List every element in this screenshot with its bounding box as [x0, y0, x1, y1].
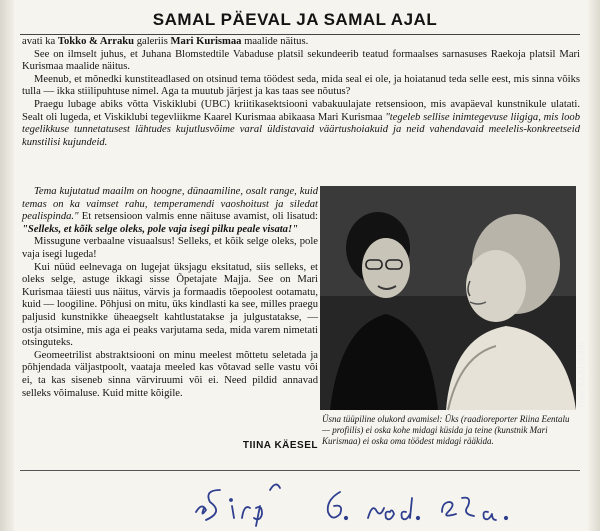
paper-edge-right [588, 0, 600, 531]
article-photo [320, 186, 587, 410]
paragraph-4-quote: Tema kujutatud maailm on hoogne, dünaamiline, osalt range, kuid temas on ka vaimset rahu, temperamendi vaoshoitust ja siledat pealispinda." [22, 186, 318, 223]
title-rule [20, 34, 580, 35]
paragraph-3-quote: "tegeleb sellise inimtegevuse liigiga, mis loob tegelikkuse tunnetatusest lähtudes kujutlusvõime varal üldistavaid väärtushoiakuid ja neid vahendavaid meelelis-konkreetseid kunstilisi kujundeid. [22, 111, 580, 148]
intro-paragraph [22, 36, 580, 49]
photo-credit: Foto: KAJU SUUR [577, 341, 587, 408]
photo-caption: Üsna tüüpiline olukord avamisel: Üks (raadioreporter Riina Eentalu — profiilis) ei oska kohe midagi küsida ja teine (kunstnik Mari Kurismaa) ei oska oma töödest midagi rääkida. [322, 414, 570, 446]
article-title: SAMAL PÄEVAL JA SAMAL AJAL [152, 10, 438, 29]
intro-mid: galeriis [134, 36, 171, 47]
paragraph-4-quote-2: "Selleks, et kõik selge oleks, pole vaja isegi pilku peale visata!" [22, 223, 298, 235]
bottom-rule [20, 470, 580, 471]
paragraph-4 [22, 186, 318, 236]
paragraph-3 [22, 99, 580, 149]
intro-suffix: maalide näitus. [241, 36, 309, 47]
gallery-name: Tokko & Arraku [57, 36, 135, 47]
author-byline: TIINA KÄESEL [242, 440, 318, 451]
paragraph-7: Geomeetrilist abstraktsiooni on minu meelest mõttetu seletada ja põhjendada väljastpoolt, vaataja meeled kas võtavad selle vastu või ei, ta kas siseneb sinna värviruumi või ei. Need pildid annavad selleks võimaluse. Kuid mitte kõigile. [22, 349, 318, 399]
paragraph-1: See on ilmselt juhus, et Juhana Blomstedtile Vabaduse platsil sekundeerib teatud formaalses sarnasuses Raekoja platsil Mari Kurismaa maalide näitus. [22, 48, 580, 73]
photo-illustration [320, 186, 576, 410]
paper-edge-left [0, 0, 14, 531]
artist-name: Mari Kurismaa [170, 36, 242, 47]
article-body-column [22, 186, 318, 400]
paragraph-2: Meenub, et mõnedki kunstiteadlased on otsinud tema töödest seda, mida seal ei ole, ja hoiatanud teda selle eest, mis sinna võiks tulla — ikka stiilipuhtuse nimel. Aga ta muutub järjest ja kas taas see nõutus? [22, 73, 580, 98]
article-body-top [22, 36, 580, 149]
paragraph-6: Kui nüüd eelnevaga on lugejat üksjagu eksitatud, siis selleks, et oleks selge, astuge ikkagi sisse Õpetajate Majja. See on Mari Kurismaa täiesti uus näitus, värvis ja formaadis tõepoolest ootamatu, kuid — loogiline. Põhjusi on mitu, üks kindlasti ka see, milles praegu paljusid kunstnikke üheaegselt kahtlustatakse ja julgustatakse, — ostja otsimine, mis aga ei peaks varjutama seda, mida varem nimetati otsinguteks. [22, 261, 318, 349]
intro-prefix: avati ka [22, 36, 58, 47]
paragraph-4-mid: Et retsensioon valmis enne näituse avamist, oli lisatud: [78, 211, 318, 223]
paragraph-3-text: Praegu lubage abiks võtta Viskiklubi (UBC) kriitikasektsiooni vabakuulajate retsensioon, mis avapäeval kunstnikule ulatati. Sealt oli lugeda, et Viskiklubi tegevliikme Kaarel Kurismaa abikaasa Mari Kurismaa [22, 98, 580, 123]
handwritten-note [190, 478, 570, 526]
paragraph-5: Missugune verbaalne visuaalsus! Selleks, et kõik selge oleks, pole vaja isegi lugeda! [22, 236, 318, 260]
